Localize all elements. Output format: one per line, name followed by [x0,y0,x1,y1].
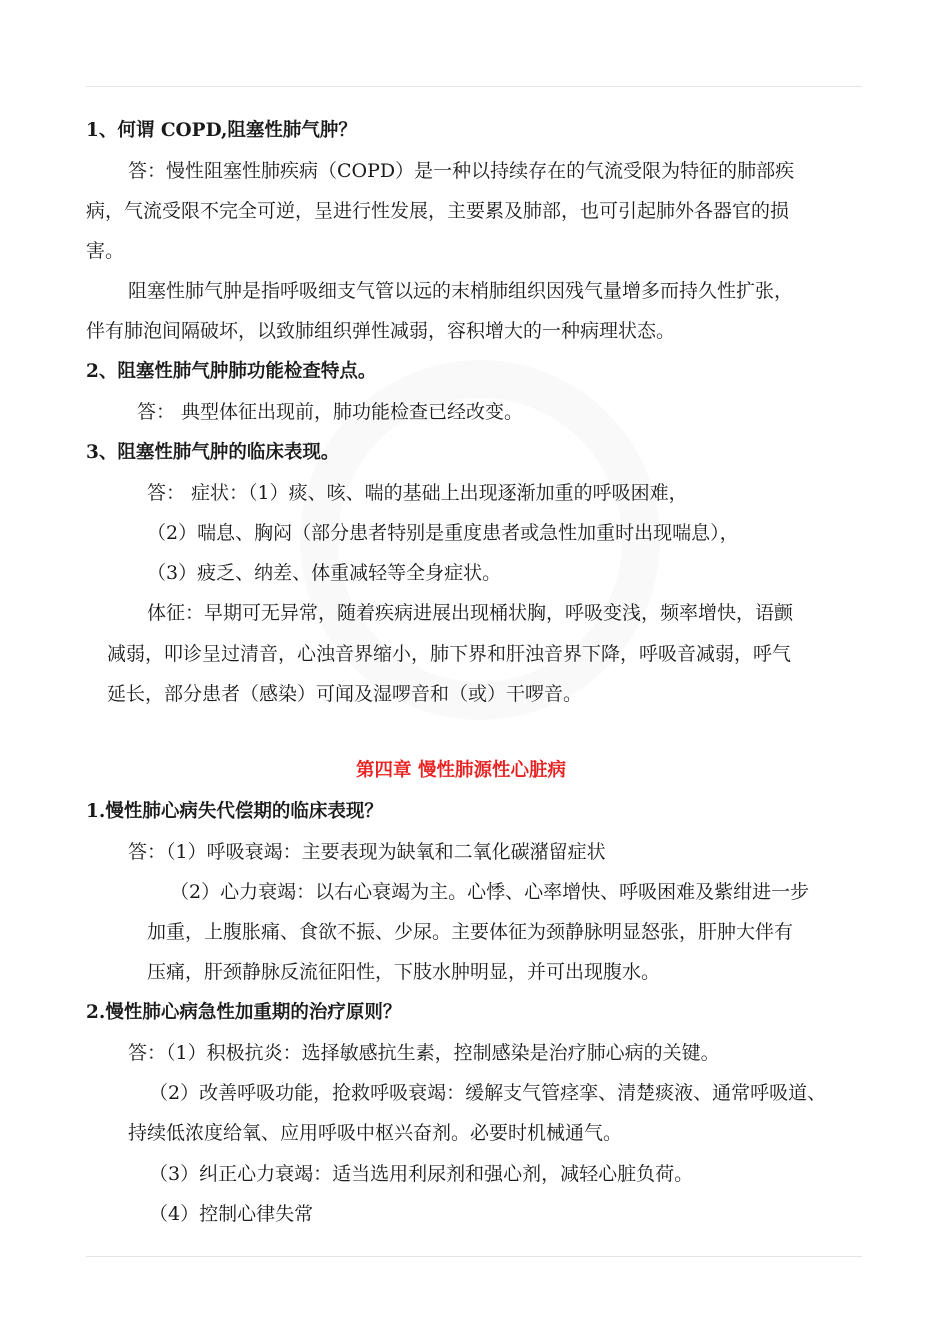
answer-text-line: （2）喘息、胸闷（部分患者特别是重度患者或急性加重时出现喘息）， [147,522,739,544]
answer-text-line: 答： 症状：（1）痰、咳、喘的基础上出现逐渐加重的呼吸困难， [147,482,688,504]
answer-text-line: （2）改善呼吸功能，抢救呼吸衰竭：缓解支气管痉挛、清楚痰液、通常呼吸道、 [149,1082,827,1104]
answer-text-line: （3）疲乏、纳差、体重减轻等全身症状。 [147,562,502,584]
answer-text-line: 延长，部分患者（感染）可闻及湿啰音和（或）干啰音。 [107,683,583,705]
question-ch4-2-heading: 2.慢性肺心病急性加重期的治疗原则？ [86,1002,402,1023]
answer-text-line: （4）控制心律失常 [149,1203,314,1225]
question-2-heading: 2、阻塞性肺气肿肺功能检查特点。 [86,361,377,382]
answer-text-line: 病，气流受限不完全可逆，呈进行性发展，主要累及肺部，也可引起肺外各器官的损 [86,200,790,222]
answer-text-line: （2）心力衰竭：以右心衰竭为主。心悸、心率增快、呼吸困难及紫绀进一步 [170,881,810,903]
question-ch4-1-heading: 1.慢性肺心病失代偿期的临床表现？ [86,801,383,822]
answer-text-line: 减弱，叩诊呈过清音，心浊音界缩小，肺下界和肝浊音界下降，呼吸音减弱，呼气 [107,643,792,665]
answer-text-line: 伴有肺泡间隔破坏，以致肺组织弹性减弱，容积增大的一种病理状态。 [86,320,676,342]
bottom-rule [86,1256,862,1257]
answer-text-line: 答：慢性阻塞性肺疾病（COPD）是一种以持续存在的气流受限为特征的肺部疾 [128,160,795,182]
top-rule [86,86,862,87]
answer-text-line: 压痛，肝颈静脉反流征阳性，下肢水肿明显，并可出现腹水。 [147,961,661,983]
answer-text-line: 答： 典型体征出现前，肺功能检查已经改变。 [137,401,524,423]
answer-text-line: 持续低浓度给氧、应用呼吸中枢兴奋剂。必要时机械通气。 [128,1122,623,1144]
question-1-heading: 1、何谓 COPD,阻塞性肺气肿？ [86,120,357,141]
answer-text-line: 答：（1）呼吸衰竭：主要表现为缺氧和二氧化碳潴留症状 [128,841,606,863]
answer-text-line: 害。 [86,240,125,262]
chapter-title: 第四章 慢性肺源性心脏病 [356,760,566,781]
answer-text-line: 加重，上腹胀痛、食欲不振、少尿。主要体征为颈静脉明显怒张，肝肿大伴有 [147,921,794,943]
answer-text-line: 阻塞性肺气肿是指呼吸细支气管以远的末梢肺组织因残气量增多而持久性扩张， [128,280,794,302]
answer-text-line: （3）纠正心力衰竭：适当选用利尿剂和强心剂，减轻心脏负荷。 [149,1163,694,1185]
answer-text-line: 体征：早期可无异常，随着疾病进展出现桶状胸，呼吸变浅，频率增快，语颤 [147,602,794,624]
question-3-heading: 3、阻塞性肺气肿的临床表现。 [86,442,340,463]
answer-text-line: 答：（1）积极抗炎：选择敏感抗生素，控制感染是治疗肺心病的关键。 [128,1042,720,1064]
